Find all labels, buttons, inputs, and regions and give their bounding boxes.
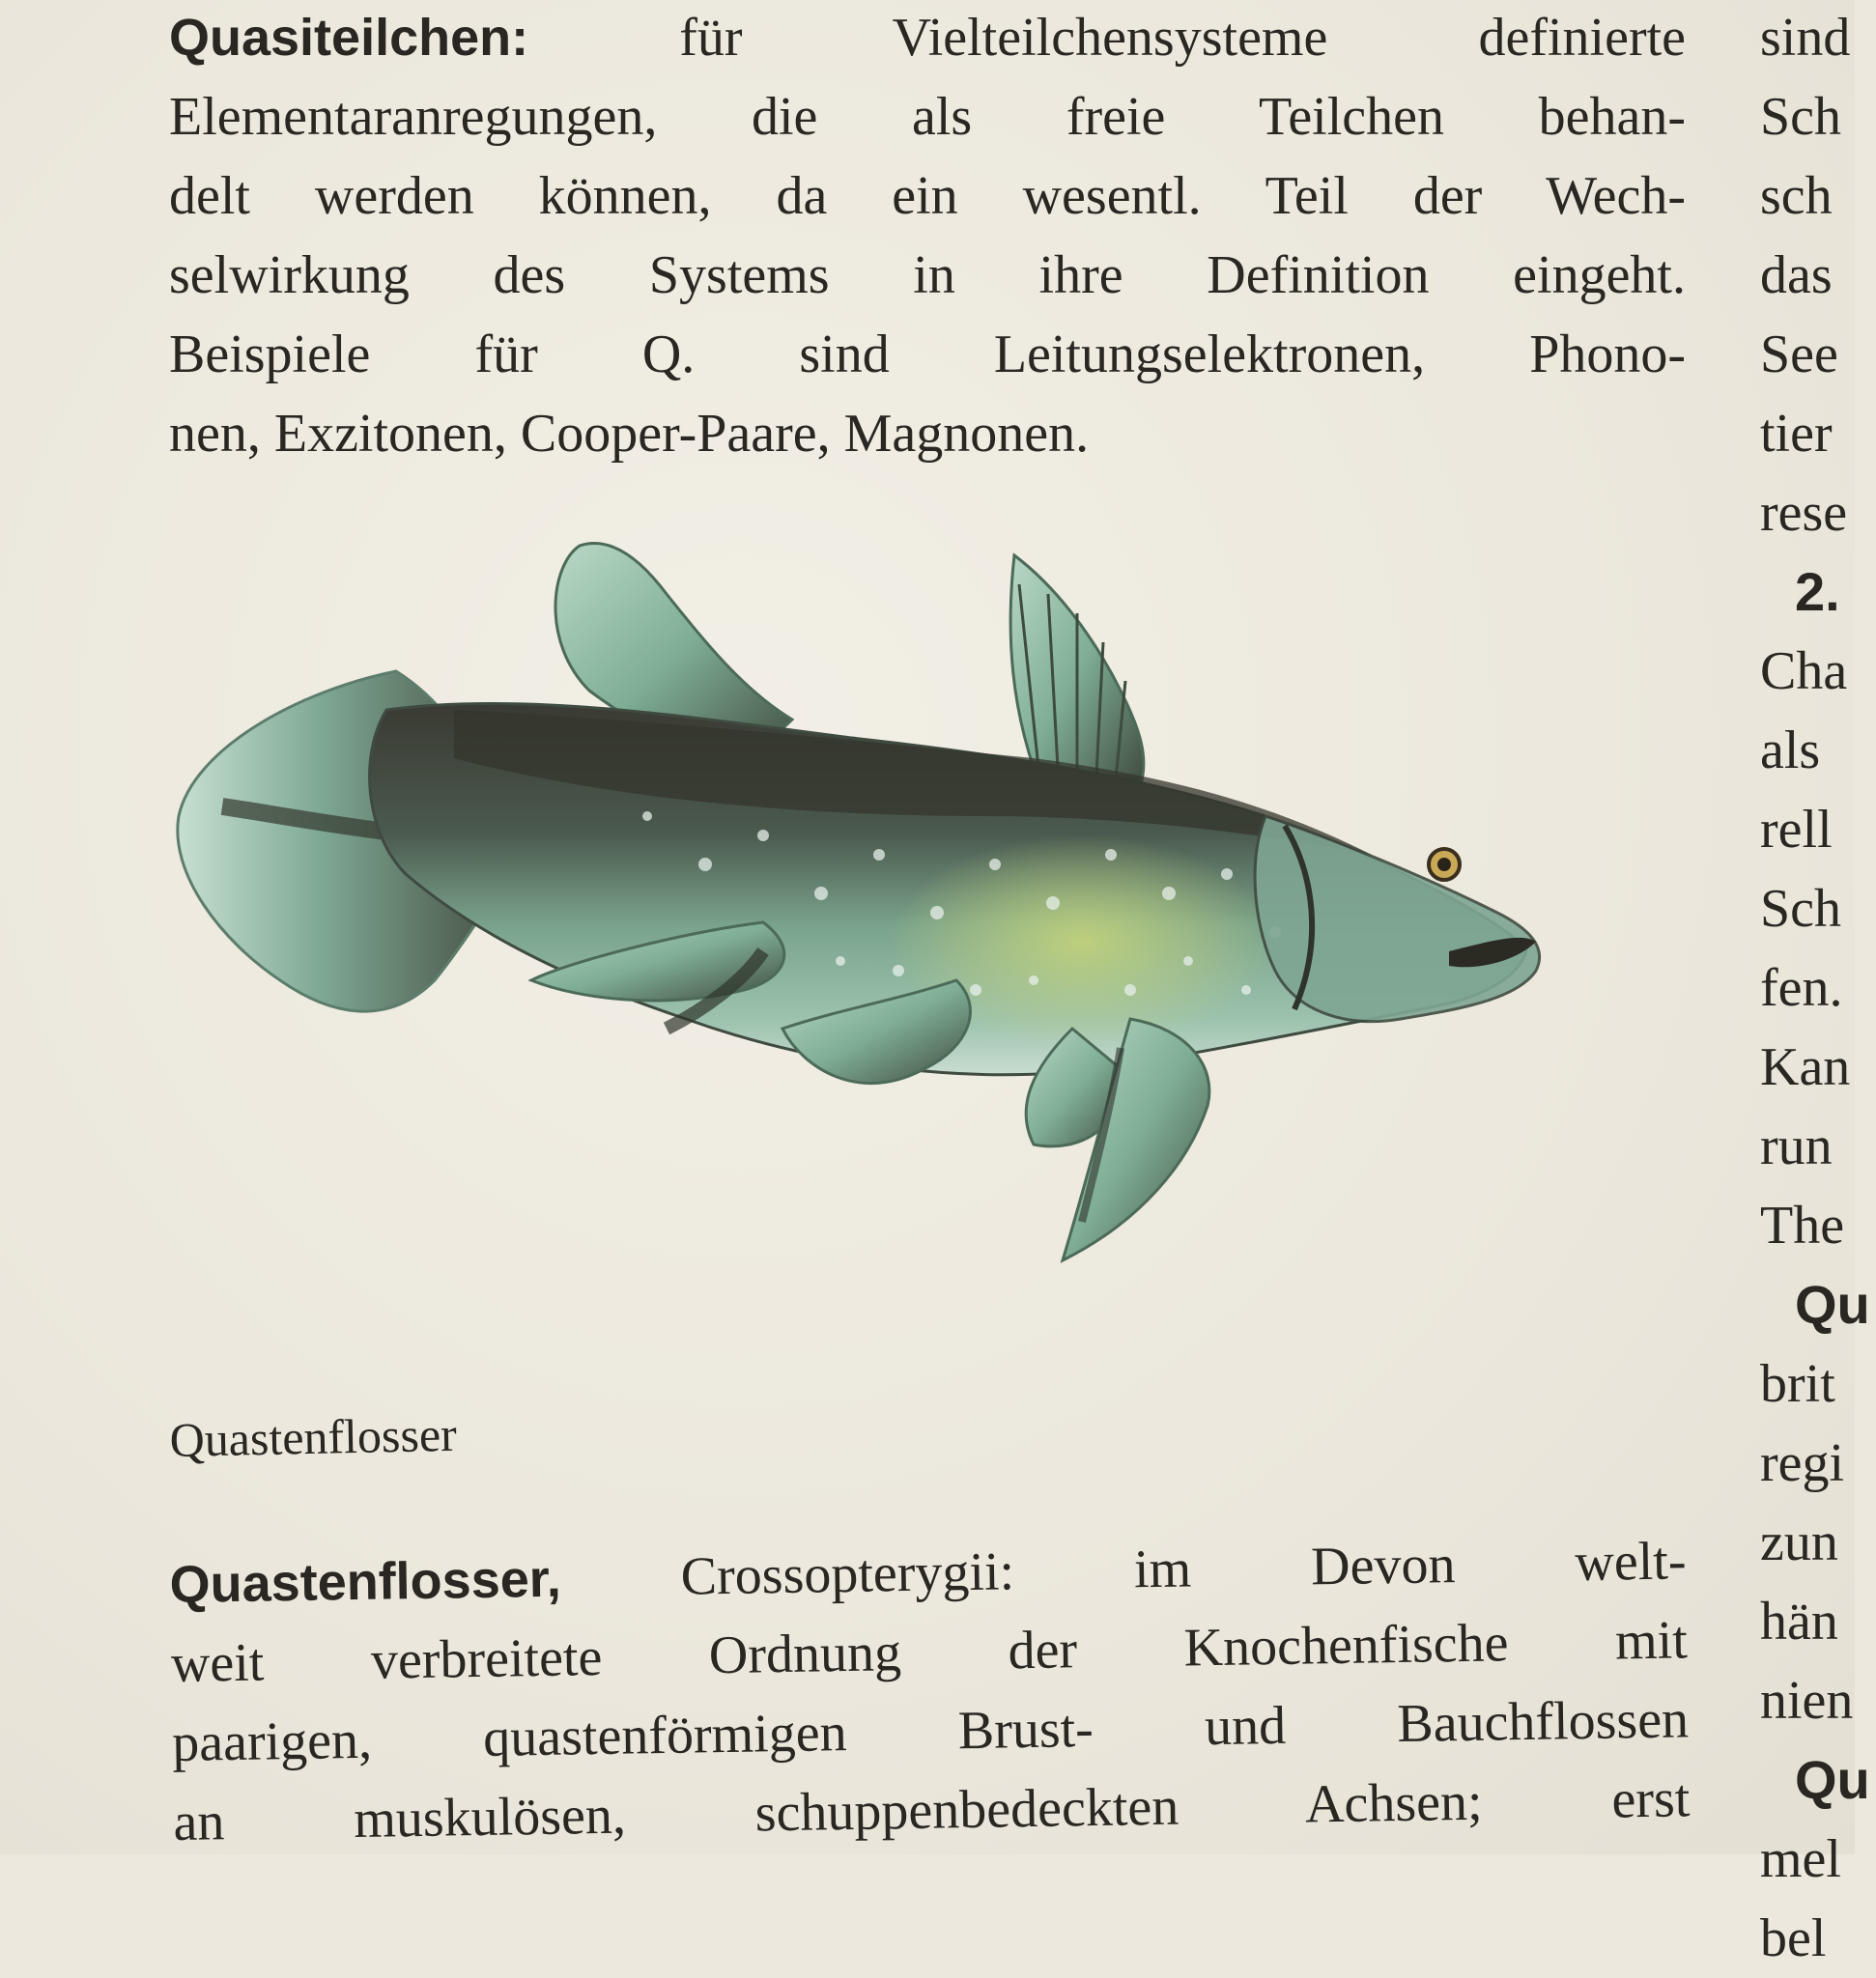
entry-text-line: für Vielteilchensysteme definierte	[528, 8, 1686, 68]
fragment: rell	[1760, 800, 1833, 860]
entry-text-line: selwirkung des Systems in ihre Definition eingeht.	[169, 245, 1686, 305]
fragment: brit	[1760, 1354, 1835, 1414]
coelacanth-illustration	[164, 526, 1691, 1357]
fragment: Qu	[1795, 1749, 1870, 1810]
headword-quastenflosser: Quastenflosser,	[169, 1549, 562, 1614]
fragment: hän	[1760, 1592, 1838, 1652]
fragment: regi	[1760, 1433, 1845, 1493]
entry-text-line: delt werden können, da ein wesentl. Teil der Wech-	[169, 166, 1686, 226]
fragment: das	[1760, 245, 1833, 305]
fragment: Cha	[1760, 641, 1848, 701]
fragment: zun	[1760, 1512, 1838, 1572]
entry-text-line: an muskulösen, schuppenbedeckten Achsen; erst	[173, 1768, 1691, 1852]
fragment: nien	[1760, 1671, 1854, 1731]
fragment: The	[1760, 1196, 1845, 1256]
entry-text-line: nen, Exzitonen, Cooper-Paare, Magnonen.	[169, 404, 1090, 464]
headword-quasiteilchen: Quasiteilchen:	[169, 9, 529, 67]
fragment: fen.	[1760, 958, 1843, 1018]
entry-text-line: Elementaranregungen, die als freie Teilchen behan-	[169, 87, 1686, 147]
fragment: rese	[1760, 483, 1848, 543]
fragment: Qu	[1795, 1274, 1870, 1335]
illustration-caption: Quastenflosser	[169, 1406, 458, 1467]
entry-text-line: Crossopterygii: im Devon welt-	[560, 1531, 1687, 1609]
fragment: Sch	[1760, 879, 1841, 939]
fragment: bel	[1760, 1908, 1827, 1968]
fragment: sch	[1760, 166, 1833, 226]
fragment: mel	[1760, 1829, 1841, 1889]
fragment: 2.	[1795, 561, 1840, 622]
fragment: Kan	[1760, 1037, 1851, 1097]
entry-first-line	[169, 0, 1686, 77]
entry-quastenflosser	[169, 1521, 1691, 1862]
fragment: sind	[1760, 8, 1851, 68]
fragment: tier	[1760, 404, 1833, 464]
fragment: run	[1760, 1116, 1833, 1176]
entry-text-line: weit verbreitete Ordnung der Knochenfische mit	[170, 1610, 1689, 1694]
fragment: See	[1760, 325, 1838, 384]
fragment: Sch	[1760, 87, 1841, 147]
right-column-fragments	[1760, 0, 1876, 1978]
fragment: als	[1760, 721, 1821, 780]
entry-text-line: paarigen, quastenförmigen Brust- und Bauchflossen	[171, 1689, 1690, 1773]
fish-icon	[164, 526, 1691, 1357]
entry-text-line: Beispiele für Q. sind Leitungselektronen, Phono-	[169, 325, 1686, 384]
entry-quasiteilchen	[169, 0, 1686, 473]
